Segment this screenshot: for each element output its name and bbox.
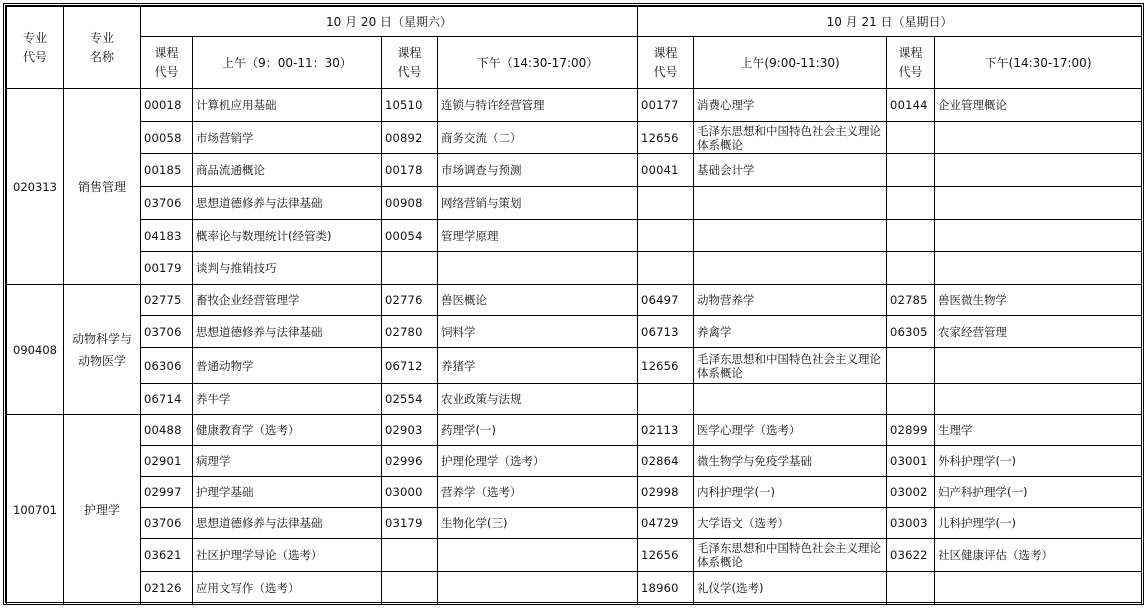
schedule-body (7, 89, 1142, 605)
course-code-cell: 03179 (382, 508, 438, 539)
exam-schedule-table (6, 6, 1142, 605)
course-name-cell: 思想道德修养与法律基础 (193, 508, 382, 539)
course-name-cell: 毛泽东思想和中国特色社会主义理论体系概论 (694, 348, 887, 384)
course-name-cell: 大学语文（选考） (694, 508, 887, 539)
header-am-day2: 上午(9:00-11:30) (694, 37, 887, 89)
table-row (7, 384, 1142, 415)
course-name-cell: 动物营养学 (694, 285, 887, 316)
course-name-cell (694, 384, 887, 415)
course-name-cell (935, 220, 1142, 252)
course-name-cell: 市场调查与预测 (438, 154, 638, 187)
course-code-cell: 00178 (382, 154, 438, 187)
course-code-cell: 03622 (887, 539, 935, 572)
major-code: 020313 (7, 89, 64, 285)
header-pm-day1: 下午（14:30-17:00） (438, 37, 638, 89)
course-name-cell: 普通动物学 (193, 348, 382, 384)
course-name-cell (935, 572, 1142, 605)
course-code-cell: 12656 (638, 122, 694, 154)
course-code-cell: 00892 (382, 122, 438, 154)
course-name-cell: 兽医概论 (438, 285, 638, 316)
header-day1: 10 月 20 日（星期六） (141, 7, 638, 37)
course-code-cell (887, 252, 935, 285)
course-code-cell: 00018 (141, 89, 193, 122)
major-name: 销售管理 (64, 89, 141, 285)
course-code-cell: 00058 (141, 122, 193, 154)
table-row (7, 285, 1142, 316)
course-name-cell: 礼仪学(选考) (694, 572, 887, 605)
course-name-cell: 谈判与推销技巧 (193, 252, 382, 285)
course-code-cell: 02776 (382, 285, 438, 316)
course-name-cell: 外科护理学(一) (935, 446, 1142, 477)
course-code-cell: 02903 (382, 415, 438, 446)
course-name-cell: 概率论与数理统计(经管类) (193, 220, 382, 252)
course-name-cell (935, 252, 1142, 285)
course-name-cell: 养猪学 (438, 348, 638, 384)
course-code-cell (638, 187, 694, 220)
table-row (7, 122, 1142, 154)
header-course-code: 课程 代号 (141, 37, 193, 89)
course-name-cell: 营养学（选考） (438, 477, 638, 508)
header-day2: 10 月 21 日（星期日） (638, 7, 1142, 37)
course-code-cell: 03706 (141, 187, 193, 220)
table-row (7, 316, 1142, 348)
course-code-cell: 03001 (887, 446, 935, 477)
major-code: 100701 (7, 415, 64, 605)
table-row (7, 539, 1142, 572)
course-name-cell: 消费心理学 (694, 89, 887, 122)
course-name-cell: 生物化学(三) (438, 508, 638, 539)
course-name-cell: 社区健康评估（选考） (935, 539, 1142, 572)
course-name-cell: 思想道德修养与法律基础 (193, 316, 382, 348)
course-code-cell: 02864 (638, 446, 694, 477)
course-code-cell (887, 572, 935, 605)
course-code-cell: 00908 (382, 187, 438, 220)
table-row (7, 477, 1142, 508)
course-name-cell (694, 220, 887, 252)
course-code-cell: 06713 (638, 316, 694, 348)
course-code-cell: 02901 (141, 446, 193, 477)
header-am-day1: 上午（9：00-11：30） (193, 37, 382, 89)
course-code-cell (887, 122, 935, 154)
course-code-cell (887, 220, 935, 252)
course-code-cell (887, 187, 935, 220)
course-name-cell: 药理学(一) (438, 415, 638, 446)
course-code-cell: 00185 (141, 154, 193, 187)
course-code-cell: 00488 (141, 415, 193, 446)
course-name-cell: 思想道德修养与法律基础 (193, 187, 382, 220)
course-code-cell: 06305 (887, 316, 935, 348)
table-row (7, 446, 1142, 477)
course-name-cell (935, 348, 1142, 384)
course-name-cell: 养禽学 (694, 316, 887, 348)
course-code-cell: 03621 (141, 539, 193, 572)
table-row (7, 508, 1142, 539)
course-code-cell: 04729 (638, 508, 694, 539)
major-name: 护理学 (64, 415, 141, 605)
course-code-cell: 03706 (141, 316, 193, 348)
table-row (7, 348, 1142, 384)
course-name-cell: 连锁与特许经营管理 (438, 89, 638, 122)
course-name-cell: 农业政策与法规 (438, 384, 638, 415)
course-name-cell: 企业管理概论 (935, 89, 1142, 122)
course-name-cell: 护理学基础 (193, 477, 382, 508)
course-name-cell: 网络营销与策划 (438, 187, 638, 220)
major-name: 动物科学与 动物医学 (64, 285, 141, 415)
course-code-cell: 06712 (382, 348, 438, 384)
course-code-cell: 02775 (141, 285, 193, 316)
course-code-cell: 02554 (382, 384, 438, 415)
course-name-cell: 养牛学 (193, 384, 382, 415)
course-code-cell: 03002 (887, 477, 935, 508)
course-code-cell: 06497 (638, 285, 694, 316)
course-code-cell: 00144 (887, 89, 935, 122)
table-row (7, 89, 1142, 122)
course-code-cell: 00041 (638, 154, 694, 187)
course-code-cell: 00177 (638, 89, 694, 122)
course-name-cell: 市场营销学 (193, 122, 382, 154)
course-name-cell: 儿科护理学(一) (935, 508, 1142, 539)
course-code-cell: 02996 (382, 446, 438, 477)
course-code-cell: 10510 (382, 89, 438, 122)
course-code-cell: 02113 (638, 415, 694, 446)
course-code-cell: 03000 (382, 477, 438, 508)
course-code-cell: 03706 (141, 508, 193, 539)
course-name-cell: 健康教育学（选考） (193, 415, 382, 446)
course-name-cell (935, 122, 1142, 154)
course-code-cell: 02126 (141, 572, 193, 605)
course-name-cell: 商务交流（二） (438, 122, 638, 154)
course-name-cell: 社区护理学导论（选考） (193, 539, 382, 572)
table-row (7, 572, 1142, 605)
course-code-cell: 18960 (638, 572, 694, 605)
header-pm-day2: 下午(14:30-17:00) (935, 37, 1142, 89)
table-row (7, 220, 1142, 252)
course-name-cell (694, 187, 887, 220)
header-course-code: 课程 代号 (382, 37, 438, 89)
course-name-cell: 毛泽东思想和中国特色社会主义理论体系概论 (694, 539, 887, 572)
course-name-cell (438, 572, 638, 605)
course-name-cell (935, 154, 1142, 187)
course-code-cell (638, 252, 694, 285)
course-code-cell: 06714 (141, 384, 193, 415)
course-name-cell: 商品流通概论 (193, 154, 382, 187)
header-major-code: 专业 代号 (7, 7, 64, 89)
course-code-cell: 12656 (638, 348, 694, 384)
table-row (7, 252, 1142, 285)
course-code-cell: 02899 (887, 415, 935, 446)
header-course-code: 课程 代号 (887, 37, 935, 89)
course-code-cell (638, 384, 694, 415)
course-name-cell (694, 252, 887, 285)
course-name-cell: 生理学 (935, 415, 1142, 446)
course-code-cell: 00179 (141, 252, 193, 285)
course-code-cell (887, 154, 935, 187)
course-code-cell: 00054 (382, 220, 438, 252)
course-name-cell (935, 384, 1142, 415)
course-code-cell: 02785 (887, 285, 935, 316)
table-row (7, 415, 1142, 446)
course-name-cell (935, 187, 1142, 220)
table-row (7, 187, 1142, 220)
course-name-cell: 妇产科护理学(一) (935, 477, 1142, 508)
exam-schedule-frame (3, 3, 1144, 605)
course-name-cell: 饲料学 (438, 316, 638, 348)
table-row (7, 154, 1142, 187)
course-code-cell (382, 539, 438, 572)
course-name-cell: 护理伦理学（选考） (438, 446, 638, 477)
course-name-cell (438, 539, 638, 572)
course-code-cell (382, 252, 438, 285)
course-name-cell: 病理学 (193, 446, 382, 477)
course-name-cell: 应用文写作（选考） (193, 572, 382, 605)
course-code-cell: 06306 (141, 348, 193, 384)
course-code-cell: 02997 (141, 477, 193, 508)
course-name-cell: 基础会计学 (694, 154, 887, 187)
course-name-cell: 毛泽东思想和中国特色社会主义理论体系概论 (694, 122, 887, 154)
course-name-cell: 微生物学与免疫学基础 (694, 446, 887, 477)
course-code-cell (638, 220, 694, 252)
course-code-cell: 02780 (382, 316, 438, 348)
course-code-cell: 03003 (887, 508, 935, 539)
course-code-cell (887, 348, 935, 384)
course-code-cell (887, 384, 935, 415)
course-name-cell: 农家经营管理 (935, 316, 1142, 348)
course-code-cell: 04183 (141, 220, 193, 252)
course-name-cell (438, 252, 638, 285)
major-code: 090408 (7, 285, 64, 415)
course-name-cell: 内科护理学(一) (694, 477, 887, 508)
header-course-code: 课程 代号 (638, 37, 694, 89)
course-code-cell: 02998 (638, 477, 694, 508)
course-code-cell (382, 572, 438, 605)
header-major-name: 专业 名称 (64, 7, 141, 89)
course-name-cell: 管理学原理 (438, 220, 638, 252)
course-code-cell: 12656 (638, 539, 694, 572)
course-name-cell: 医学心理学（选考） (694, 415, 887, 446)
course-name-cell: 兽医微生物学 (935, 285, 1142, 316)
course-name-cell: 畜牧企业经营管理学 (193, 285, 382, 316)
course-name-cell: 计算机应用基础 (193, 89, 382, 122)
